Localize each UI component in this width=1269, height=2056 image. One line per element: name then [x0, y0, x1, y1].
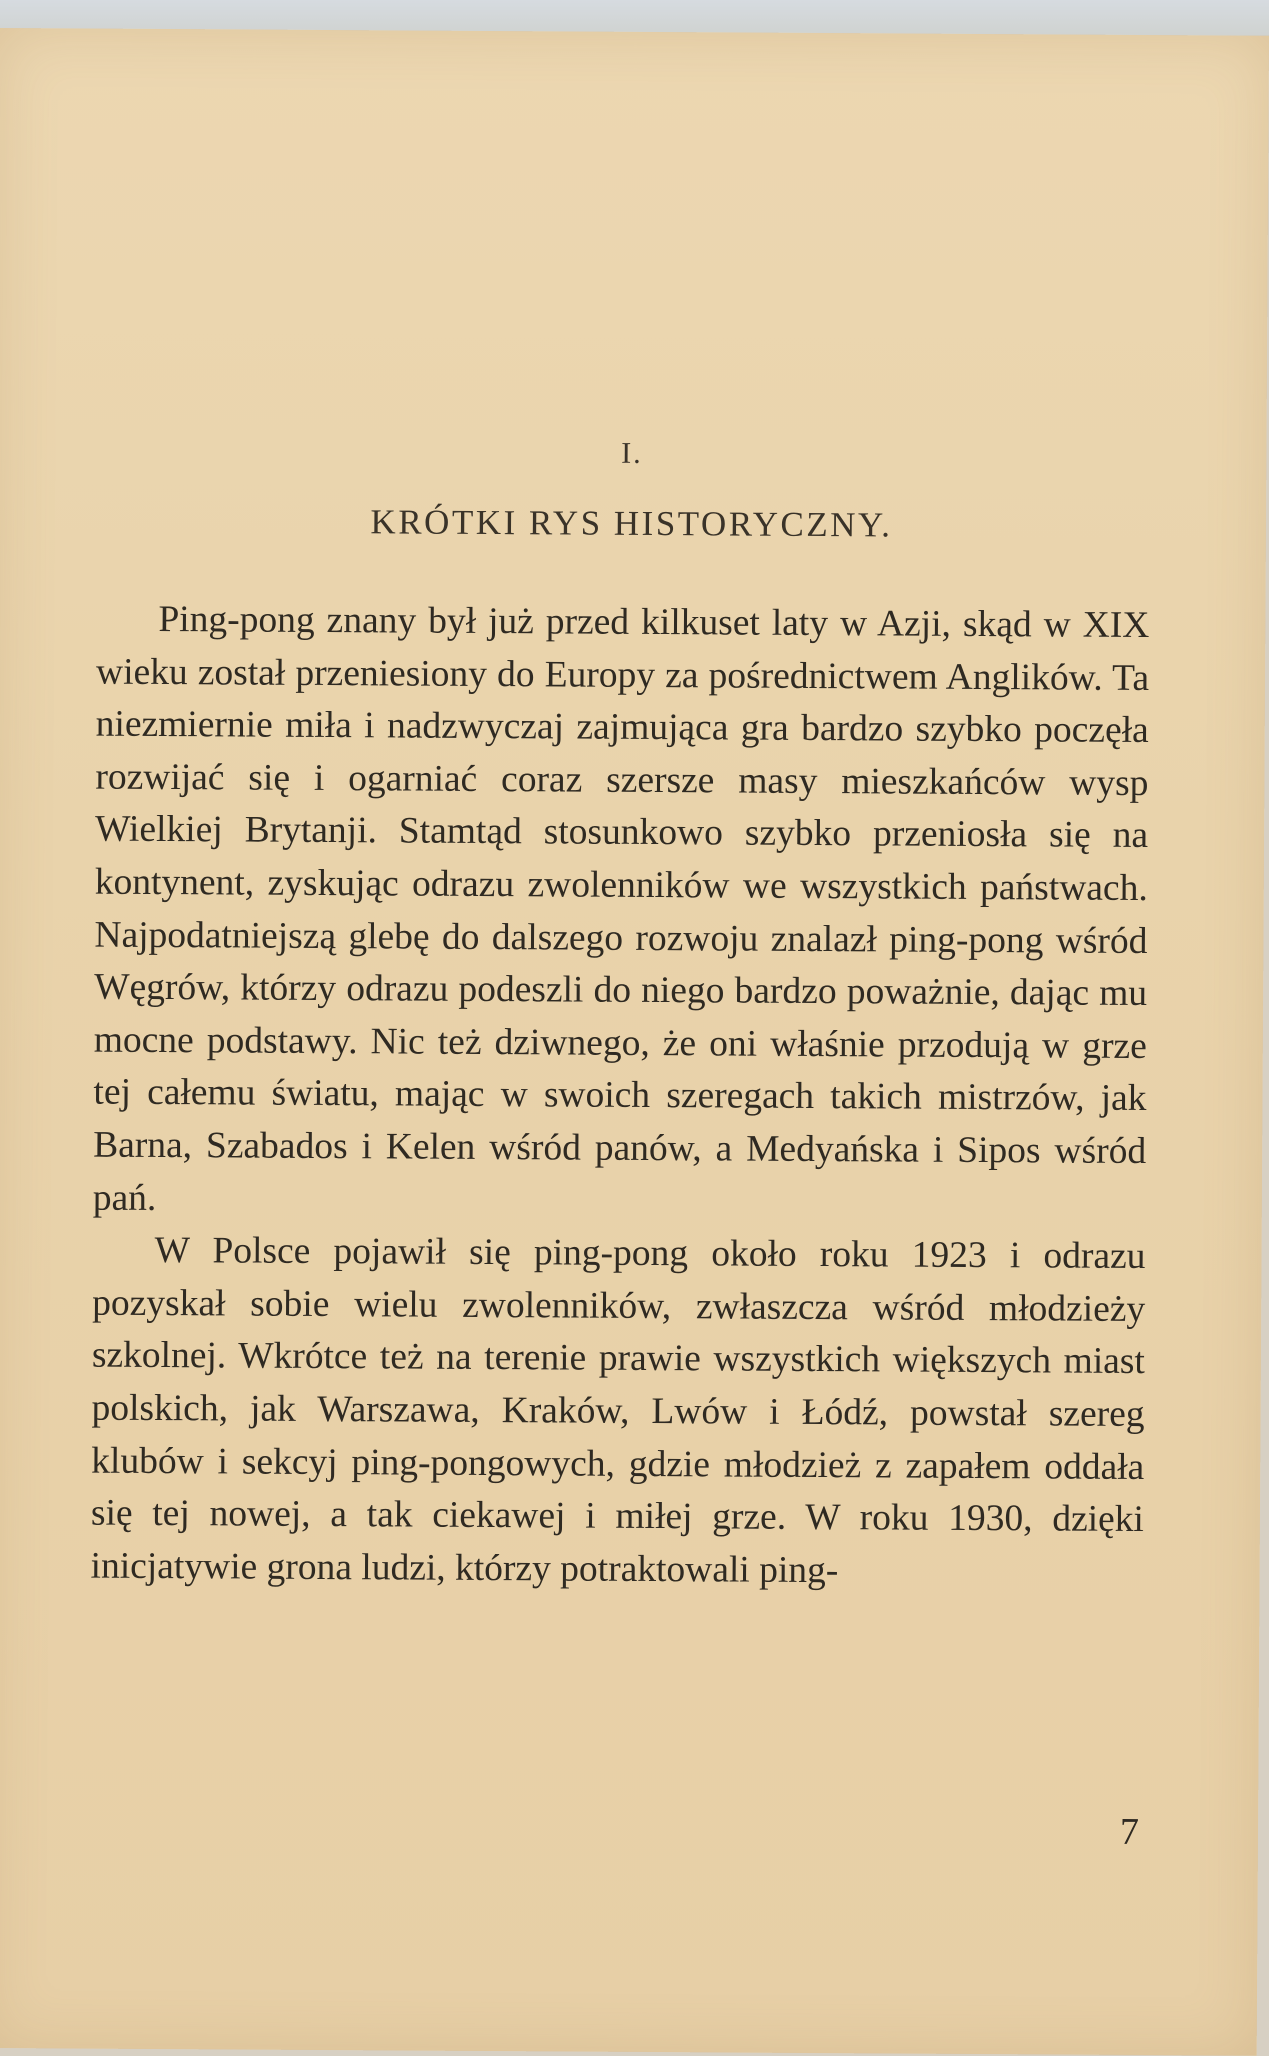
chapter-title: KRÓTKI RYS HISTORYCZNY. — [370, 502, 893, 545]
page-number: 7 — [1119, 1810, 1140, 1853]
chapter-number: I. — [621, 436, 643, 470]
book-page — [0, 28, 1269, 2056]
body-text — [90, 594, 1149, 1600]
paragraph-2: W Polsce pojawił się ping-pong około roku 1923 i odrazu pozyskał sobie wielu zwolenników, zwłaszcza wśród młodzieży szkolnej. Wkrótce też na terenie prawie wszystkich większych miast polskich, jak Warszawa, Kraków, Lwów i Łódź, powstał szereg klubów i sekcyj ping-pongowych, gdzie młodzież z zapałem oddała się tej nowej, a tak ciekawej i miłej grze. W roku 1930, dzięki inicjatywie grona ludzi, którzy potraktowali ping- — [90, 1230, 1146, 1591]
paragraph-1: Ping-pong znany był już przed kilkuset laty w Azji, skąd w XIX wieku został przeniesiony do Europy za pośrednictwem Anglików. Ta niezmiernie miła i nadzwyczaj zajmująca gra bardzo szybko poczęła rozwijać się i ogarniać coraz szersze masy mieszkańców wysp Wielkiej Brytanji. Stamtąd stosunkowo szybko przeniosła się na kontynent, zyskując odrazu zwolenników we wszystkich państwach. Najpodatniejszą glebę do dalszego rozwoju znalazł ping-pong wśród Węgrów, którzy odrazu podeszli do niego bardzo poważnie, dając mu mocne podstawy. Nic też dziwnego, że oni właśnie przodują w grze tej całemu światu, mając w swoich szeregach takich mistrzów, jak Barna, Szabados i Kelen wśród panów, a Medyańska i Sipos wśród pań. — [92, 598, 1150, 1219]
